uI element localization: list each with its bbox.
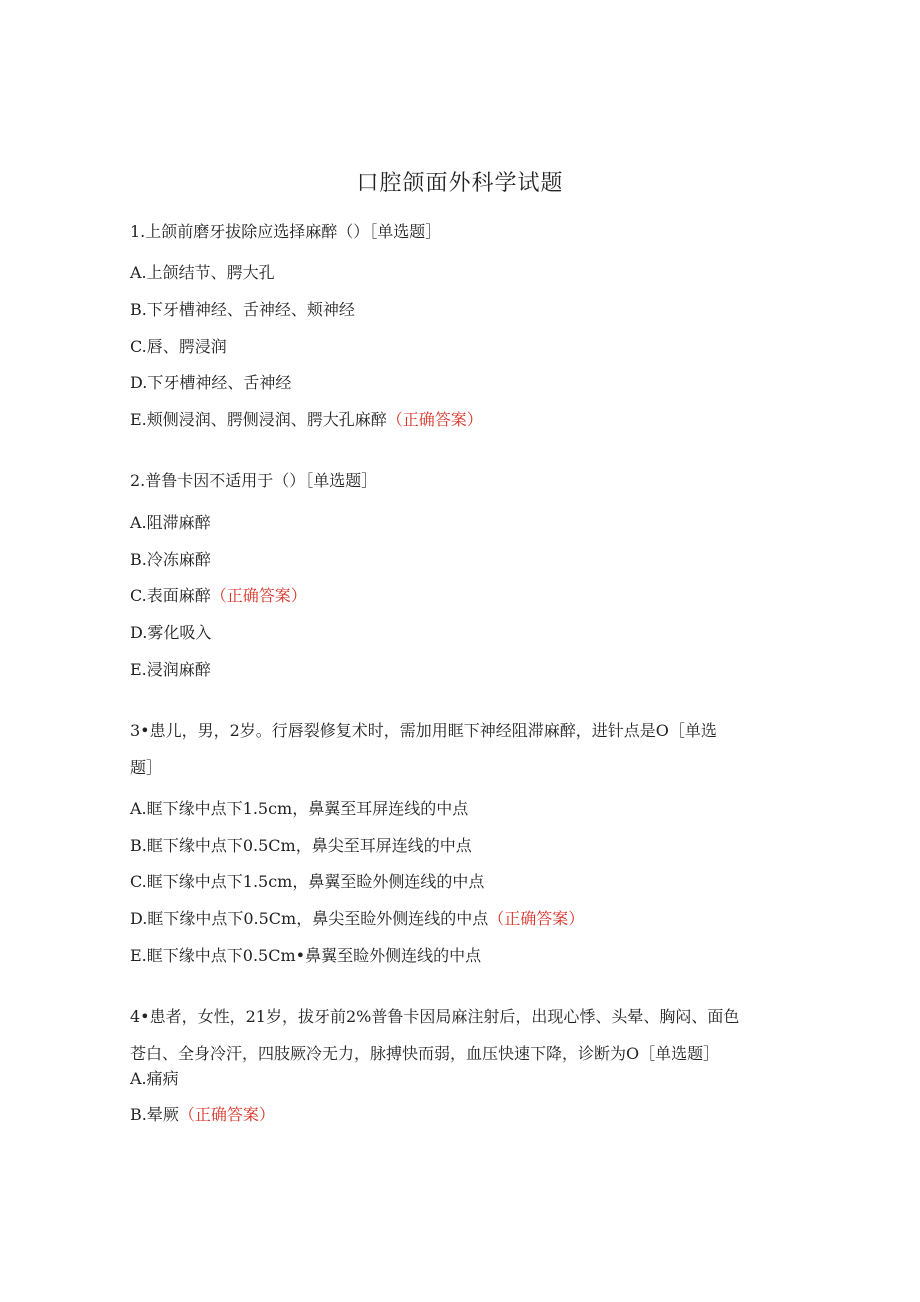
- option-a: A.阻滞麻醉: [130, 513, 211, 532]
- option-c: C.表面麻醉: [130, 586, 211, 605]
- option-b: B.眶下缘中点下0.5Cm，鼻尖至耳屏连线的中点: [130, 836, 472, 855]
- option-b: B.晕厥: [130, 1105, 179, 1124]
- option-a: A.眶下缘中点下1.5cm，鼻翼至耳屏连线的中点: [130, 799, 469, 818]
- option-e: E.浸润麻醉: [130, 660, 211, 679]
- correct-answer-mark: （正确答案）: [178, 1105, 275, 1124]
- correct-answer-mark: （正确答案）: [488, 909, 585, 928]
- option-d-row: [130, 909, 584, 929]
- question-stem-cont: 题］: [130, 758, 163, 777]
- option-e-row: [130, 410, 483, 430]
- option-e: E.颊侧浸润、腭侧浸润、腭大孔麻醉: [130, 410, 387, 429]
- option-a: A.痛病: [130, 1069, 179, 1088]
- question-stem: 3•患儿，男，2岁。行唇裂修复术时，需加用眶下神经阻滞麻醉，进针点是O［单选: [130, 721, 717, 740]
- correct-answer-mark: （正确答案）: [210, 586, 307, 605]
- option-d: D.眶下缘中点下0.5Cm，鼻尖至睑外侧连线的中点: [130, 909, 489, 928]
- option-a: A.上颌结节、腭大孔: [130, 263, 275, 282]
- option-c: C.眶下缘中点下1.5cm，鼻翼至睑外侧连线的中点: [130, 872, 485, 891]
- option-d: D.雾化吸入: [130, 623, 212, 642]
- question-stem: 1.上颌前磨牙拔除应选择麻醉（）［单选题］: [130, 222, 442, 241]
- option-b-row: [130, 1105, 275, 1125]
- option-c: C.唇、腭浸润: [130, 337, 227, 356]
- option-b: B.下牙槽神经、舌神经、颊神经: [130, 300, 355, 319]
- correct-answer-mark: （正确答案）: [386, 410, 483, 429]
- option-c-row: [130, 586, 307, 606]
- question-stem: 2.普鲁卡因不适用于（）［单选题］: [130, 471, 378, 490]
- page-title: 口腔颌面外科学试题: [356, 171, 564, 196]
- question-stem-cont: 苍白、全身冷汗，四肢厥冷无力，脉搏快而弱，血压快速下降，诊断为O［单选题］: [130, 1044, 720, 1063]
- option-b: B.冷冻麻醉: [130, 550, 211, 569]
- option-e: E.眶下缘中点下0.5Cm•鼻翼至睑外侧连线的中点: [130, 946, 482, 965]
- question-stem: 4•患者，女性，21岁，拔牙前2%普鲁卡因局麻注射后，出现心悸、头晕、胸闷、面色: [130, 1007, 740, 1026]
- option-d: D.下牙槽神经、舌神经: [130, 373, 292, 392]
